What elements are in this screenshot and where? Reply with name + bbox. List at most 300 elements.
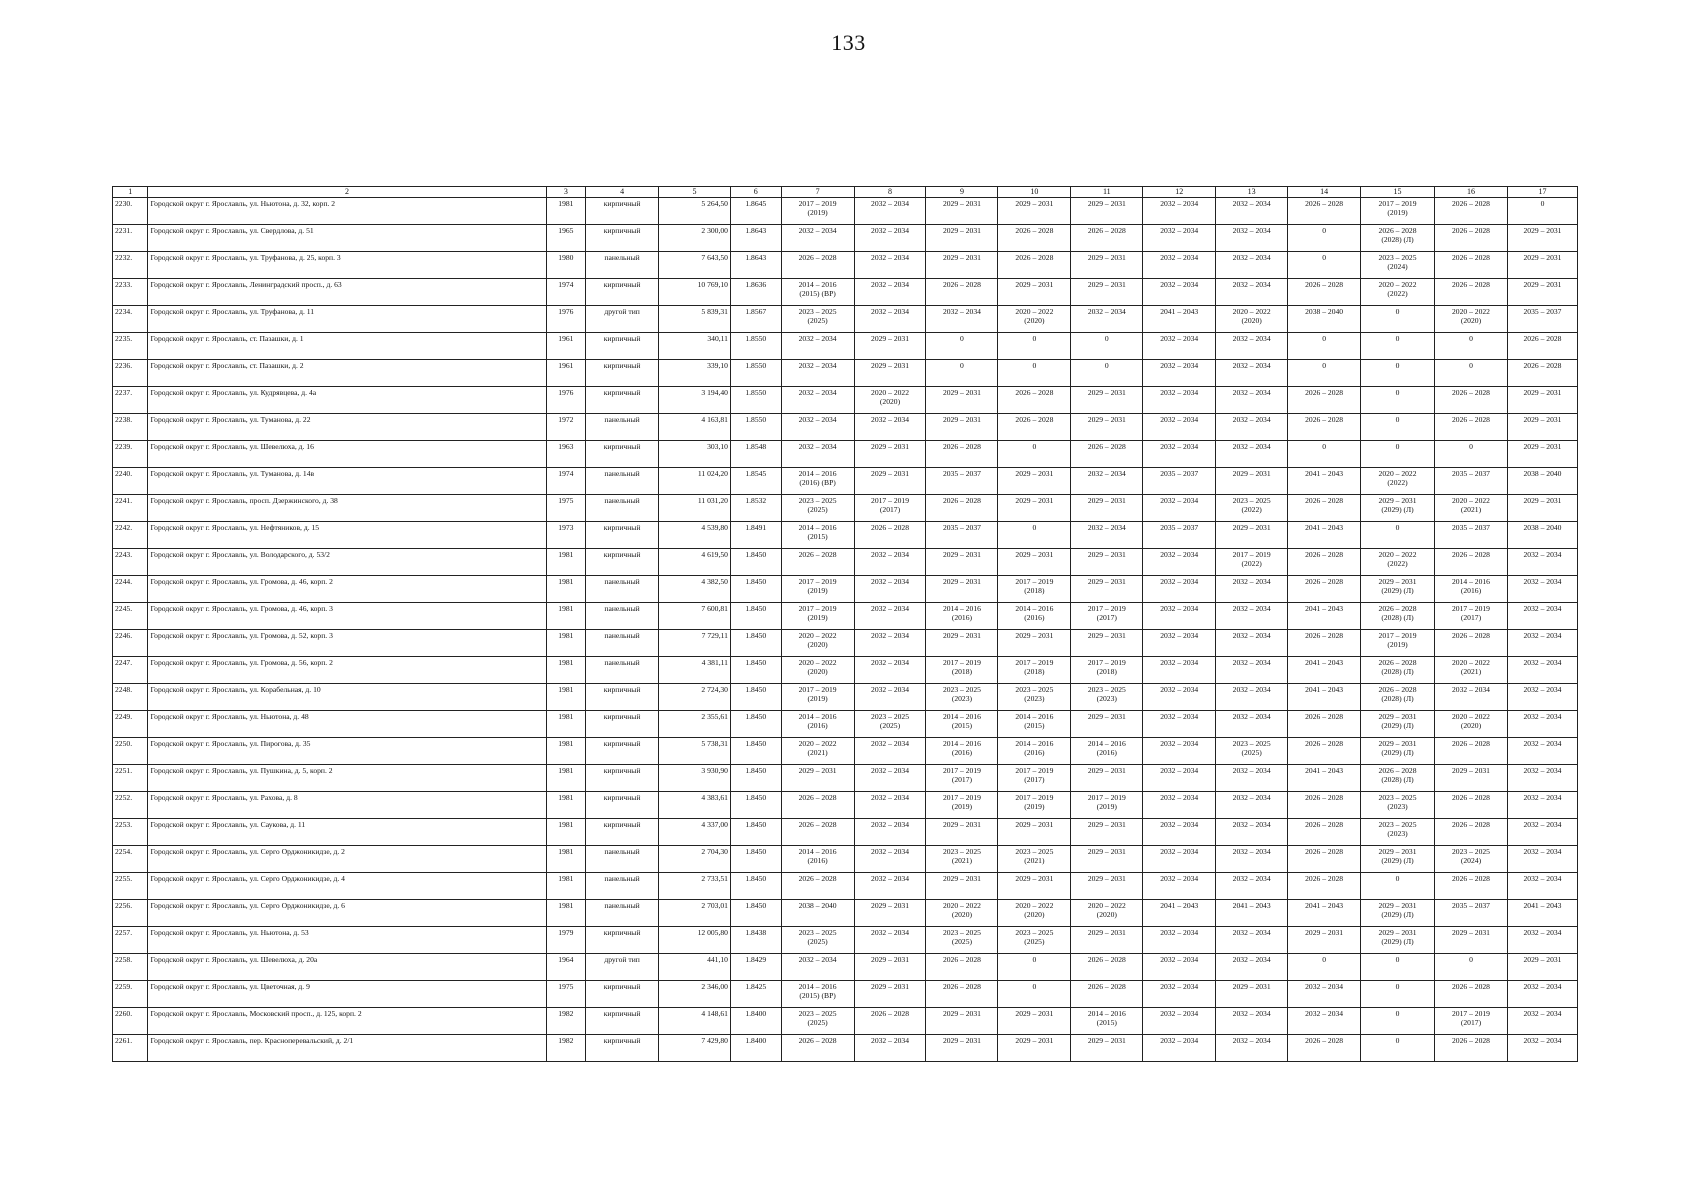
table-cell: 2029 – 2031 (998, 1035, 1071, 1062)
table-cell: 2032 – 2034 (1216, 657, 1288, 684)
table-cell: 2029 – 2031 (1507, 225, 1577, 252)
table-cell: 2032 – 2034 (781, 414, 854, 441)
table-cell: 2032 – 2034 (781, 954, 854, 981)
table-cell: 2023 – 2025 (2024) (1361, 252, 1435, 279)
table-cell: 2026 – 2028 (854, 522, 926, 549)
table-cell: 2017 – 2019 (2018) (1071, 657, 1143, 684)
table-cell: 1.8425 (730, 981, 781, 1008)
table-row (113, 360, 1578, 387)
table-cell: 2041 – 2043 (1288, 684, 1361, 711)
address-cell: Городской округ г. Ярославль, ул. Серго Орджоникидзе, д. 2 (148, 846, 546, 873)
table-cell: 1964 (546, 954, 586, 981)
table-cell: 2026 – 2028 (1435, 387, 1508, 414)
column-header: 14 (1288, 187, 1361, 198)
table-cell: 2029 – 2031 (926, 225, 998, 252)
table-row (113, 846, 1578, 873)
table-cell: 2032 – 2034 (1143, 198, 1216, 225)
table-cell: 0 (1361, 522, 1435, 549)
table-cell: 1963 (546, 441, 586, 468)
table-cell: 2032 – 2034 (1216, 954, 1288, 981)
table-cell: 2026 – 2028 (926, 279, 998, 306)
table-cell: 1.8400 (730, 1035, 781, 1062)
table-cell: 1.8450 (730, 657, 781, 684)
table-cell: 2 346,00 (659, 981, 731, 1008)
row-number-cell: 2249. (113, 711, 148, 738)
table-cell: 2026 – 2028 (1435, 981, 1508, 1008)
column-header: 5 (659, 187, 731, 198)
table-cell: 2017 – 2019 (2019) (781, 576, 854, 603)
table-cell: 2032 – 2034 (781, 333, 854, 360)
table-cell: 2017 – 2019 (2017) (926, 765, 998, 792)
table-cell: 2032 – 2034 (781, 225, 854, 252)
table-cell: 2032 – 2034 (1216, 441, 1288, 468)
table-cell: 2032 – 2034 (1507, 684, 1577, 711)
table-cell: 2023 – 2025 (2023) (1361, 792, 1435, 819)
table-cell: 2026 – 2028 (1435, 279, 1508, 306)
table-cell: 2014 – 2016 (2016) (926, 738, 998, 765)
table-cell: 2029 – 2031 (1071, 252, 1143, 279)
table-cell: 1981 (546, 765, 586, 792)
table-cell: 2029 – 2031 (1288, 927, 1361, 954)
row-number-cell: 2240. (113, 468, 148, 495)
table-cell: 2041 – 2043 (1507, 900, 1577, 927)
table-cell: 2032 – 2034 (1143, 603, 1216, 630)
table-cell: 2029 – 2031 (1071, 576, 1143, 603)
table-cell: 2032 – 2034 (1143, 576, 1216, 603)
row-number-cell: 2260. (113, 1008, 148, 1035)
table-cell: 1981 (546, 900, 586, 927)
table-cell: 2041 – 2043 (1288, 603, 1361, 630)
table-cell: 2026 – 2028 (1071, 225, 1143, 252)
table-cell: 2020 – 2022 (2020) (1435, 711, 1508, 738)
table-cell: 2032 – 2034 (1143, 252, 1216, 279)
table-cell: 2026 – 2028 (998, 252, 1071, 279)
table-cell: 1.8450 (730, 684, 781, 711)
table-row (113, 306, 1578, 333)
row-number-cell: 2259. (113, 981, 148, 1008)
table-cell: 2029 – 2031 (926, 387, 998, 414)
table-cell: 7 729,11 (659, 630, 731, 657)
table-cell: 2032 – 2034 (854, 603, 926, 630)
table-cell: 2032 – 2034 (1143, 981, 1216, 1008)
table-cell: кирпичный (586, 225, 659, 252)
table-cell: кирпичный (586, 198, 659, 225)
table-cell: 7 643,50 (659, 252, 731, 279)
table-cell: 2032 – 2034 (1216, 252, 1288, 279)
address-cell: Городской округ г. Ярославль, ул. Ньютона, д. 53 (148, 927, 546, 954)
table-cell: 2029 – 2031 (998, 549, 1071, 576)
row-number-cell: 2231. (113, 225, 148, 252)
table-cell: 1.8550 (730, 414, 781, 441)
table-cell: 2026 – 2028 (781, 819, 854, 846)
table-cell: 2038 – 2040 (1507, 468, 1577, 495)
table-cell: 2014 – 2016 (2016) (926, 603, 998, 630)
table-cell: 2029 – 2031 (1071, 414, 1143, 441)
table-cell: 0 (998, 360, 1071, 387)
table-cell: 1.8450 (730, 549, 781, 576)
address-cell: Городской округ г. Ярославль, ул. Корабельная, д. 10 (148, 684, 546, 711)
table-cell: 2029 – 2031 (926, 576, 998, 603)
table-cell: 1.8545 (730, 468, 781, 495)
table-row (113, 468, 1578, 495)
table-row (113, 954, 1578, 981)
table-cell: 7 600,81 (659, 603, 731, 630)
table-cell: 3 194,40 (659, 387, 731, 414)
table-cell: 5 738,31 (659, 738, 731, 765)
table-row (113, 225, 1578, 252)
table-cell: 0 (1361, 981, 1435, 1008)
table-cell: кирпичный (586, 684, 659, 711)
table-cell: 1.8643 (730, 225, 781, 252)
table-cell: 2032 – 2034 (1216, 684, 1288, 711)
table-cell: 2041 – 2043 (1288, 657, 1361, 684)
table-cell: 2032 – 2034 (854, 252, 926, 279)
table-cell: 2032 – 2034 (854, 414, 926, 441)
table-cell: 2020 – 2022 (2020) (1435, 306, 1508, 333)
table-cell: кирпичный (586, 441, 659, 468)
table-cell: 1973 (546, 522, 586, 549)
table-cell: 2017 – 2019 (2017) (1435, 603, 1508, 630)
table-cell: 2014 – 2016 (2015) (926, 711, 998, 738)
table-cell: 2032 – 2034 (781, 387, 854, 414)
table-cell: 2026 – 2028 (998, 414, 1071, 441)
table-cell: 2029 – 2031 (1435, 927, 1508, 954)
table-cell: 2035 – 2037 (1143, 522, 1216, 549)
table-cell: 1981 (546, 819, 586, 846)
table-cell: 2026 – 2028 (1288, 873, 1361, 900)
table-cell: 2041 – 2043 (1143, 306, 1216, 333)
table-cell: 2029 – 2031 (1071, 630, 1143, 657)
table-cell: 2026 – 2028 (2028) (Л) (1361, 603, 1435, 630)
table-row (113, 684, 1578, 711)
table-cell: 2032 – 2034 (854, 873, 926, 900)
repair-schedule-table (112, 186, 1578, 1062)
table-cell: кирпичный (586, 927, 659, 954)
table-cell: 2032 – 2034 (1143, 225, 1216, 252)
table-cell: 2026 – 2028 (1288, 495, 1361, 522)
table-row (113, 414, 1578, 441)
table-cell: 2029 – 2031 (854, 468, 926, 495)
table-cell: 1.8548 (730, 441, 781, 468)
table-cell: 1.8450 (730, 846, 781, 873)
row-number-cell: 2258. (113, 954, 148, 981)
table-cell: 0 (1435, 441, 1508, 468)
row-number-cell: 2242. (113, 522, 148, 549)
table-cell: 339,10 (659, 360, 731, 387)
address-cell: Городской округ г. Ярославль, ул. Труфанова, д. 11 (148, 306, 546, 333)
table-cell: 2032 – 2034 (1216, 1008, 1288, 1035)
table-cell: кирпичный (586, 1008, 659, 1035)
table-cell: 2029 – 2031 (1216, 468, 1288, 495)
table-cell: 0 (998, 954, 1071, 981)
address-cell: Городской округ г. Ярославль, ул. Ньютона, д. 32, корп. 2 (148, 198, 546, 225)
table-cell: 2020 – 2022 (2021) (1435, 657, 1508, 684)
table-row (113, 900, 1578, 927)
table-cell: 2032 – 2034 (1216, 333, 1288, 360)
table-cell: 2029 – 2031 (998, 468, 1071, 495)
table-cell: 2029 – 2031 (1071, 927, 1143, 954)
table-cell: 2026 – 2028 (2028) (Л) (1361, 225, 1435, 252)
table-cell: 0 (1071, 333, 1143, 360)
table-cell: 0 (1288, 225, 1361, 252)
table-row (113, 927, 1578, 954)
table-cell: 1.8567 (730, 306, 781, 333)
row-number-cell: 2251. (113, 765, 148, 792)
column-header: 16 (1435, 187, 1508, 198)
table-cell: 2026 – 2028 (1288, 792, 1361, 819)
table-cell: 2038 – 2040 (1288, 306, 1361, 333)
table-cell: 2029 – 2031 (2029) (Л) (1361, 495, 1435, 522)
column-header: 13 (1216, 187, 1288, 198)
table-cell: 2023 – 2025 (2025) (781, 927, 854, 954)
table-cell: 2032 – 2034 (1216, 846, 1288, 873)
table-cell: 0 (1361, 306, 1435, 333)
table-cell: 0 (998, 441, 1071, 468)
table-cell: 2029 – 2031 (998, 630, 1071, 657)
table-cell: 2026 – 2028 (1435, 549, 1508, 576)
table-cell: 2032 – 2034 (1507, 738, 1577, 765)
address-cell: Городской округ г. Ярославль, ул. Туманова, д. 14в (148, 468, 546, 495)
table-cell: 0 (1361, 387, 1435, 414)
table-cell: 2023 – 2025 (2023) (1361, 819, 1435, 846)
table-cell: 2029 – 2031 (1507, 441, 1577, 468)
table-cell: 2041 – 2043 (1216, 900, 1288, 927)
table-cell: кирпичный (586, 549, 659, 576)
table-cell: 2035 – 2037 (1435, 900, 1508, 927)
address-cell: Городской округ г. Ярославль, ул. Нефтяников, д. 15 (148, 522, 546, 549)
table-cell: 2026 – 2028 (781, 252, 854, 279)
table-cell: 1.8400 (730, 1008, 781, 1035)
table-row (113, 819, 1578, 846)
table-cell: 3 930,90 (659, 765, 731, 792)
table-cell: 2029 – 2031 (1071, 765, 1143, 792)
address-cell: Городской округ г. Ярославль, ст. Пазашки, д. 2 (148, 360, 546, 387)
table-cell: 2032 – 2034 (1143, 819, 1216, 846)
table-cell: 2032 – 2034 (854, 306, 926, 333)
table-cell: 2029 – 2031 (781, 765, 854, 792)
table-cell: 2020 – 2022 (2020) (854, 387, 926, 414)
table-cell: 0 (1361, 360, 1435, 387)
table-cell: кирпичный (586, 981, 659, 1008)
table-cell: 2023 – 2025 (2025) (781, 495, 854, 522)
table-cell: 2023 – 2025 (2023) (998, 684, 1071, 711)
table-cell: 0 (1361, 1008, 1435, 1035)
table-cell: 2017 – 2019 (2019) (926, 792, 998, 819)
table-cell: 2026 – 2028 (1288, 198, 1361, 225)
table-cell: 1.8450 (730, 630, 781, 657)
table-cell: 2029 – 2031 (2029) (Л) (1361, 711, 1435, 738)
table-cell: 2029 – 2031 (1507, 387, 1577, 414)
table-cell: 2029 – 2031 (1071, 279, 1143, 306)
table-cell: 2035 – 2037 (1435, 522, 1508, 549)
table-cell: 1981 (546, 630, 586, 657)
table-cell: 2032 – 2034 (781, 360, 854, 387)
table-cell: 2 703,01 (659, 900, 731, 927)
table-cell: 2032 – 2034 (1216, 603, 1288, 630)
table-cell: 1981 (546, 657, 586, 684)
table-row (113, 657, 1578, 684)
table-cell: 1981 (546, 198, 586, 225)
table-cell: 1981 (546, 576, 586, 603)
table-cell: 2032 – 2034 (1216, 576, 1288, 603)
address-cell: Городской округ г. Ярославль, ул. Рахова, д. 8 (148, 792, 546, 819)
table-cell: 2029 – 2031 (998, 495, 1071, 522)
table-cell: 2026 – 2028 (1507, 333, 1577, 360)
table-cell: 1.8450 (730, 819, 781, 846)
table-cell: 2032 – 2034 (1143, 279, 1216, 306)
table-cell: 0 (1361, 954, 1435, 981)
row-number-cell: 2253. (113, 819, 148, 846)
table-cell: 2032 – 2034 (854, 225, 926, 252)
table-cell: 2041 – 2043 (1288, 522, 1361, 549)
table-cell: 2032 – 2034 (1288, 981, 1361, 1008)
table-cell: 2 724,30 (659, 684, 731, 711)
table-cell: панельный (586, 657, 659, 684)
table-cell: 2032 – 2034 (1143, 765, 1216, 792)
table-cell: 2026 – 2028 (2028) (Л) (1361, 684, 1435, 711)
table-cell: 2029 – 2031 (1507, 279, 1577, 306)
table-cell: 2017 – 2019 (2019) (781, 198, 854, 225)
table-cell: 2017 – 2019 (2017) (1071, 603, 1143, 630)
table-cell: 2035 – 2037 (1435, 468, 1508, 495)
table-cell: 2032 – 2034 (1507, 1008, 1577, 1035)
table-cell: 2020 – 2022 (2022) (1361, 468, 1435, 495)
table-cell: 2026 – 2028 (926, 981, 998, 1008)
table-cell: 0 (1507, 198, 1577, 225)
address-cell: Городской округ г. Ярославль, ул. Цветочная, д. 9 (148, 981, 546, 1008)
table-cell: 2026 – 2028 (998, 225, 1071, 252)
row-number-cell: 2234. (113, 306, 148, 333)
address-cell: Городской округ г. Ярославль, ул. Серго Орджоникидзе, д. 6 (148, 900, 546, 927)
table-cell: 2032 – 2034 (1435, 684, 1508, 711)
table-cell: 2026 – 2028 (1288, 279, 1361, 306)
table-row (113, 1008, 1578, 1035)
table-cell: 2041 – 2043 (1288, 900, 1361, 927)
table-cell: 2026 – 2028 (2028) (Л) (1361, 765, 1435, 792)
address-cell: Городской округ г. Ярославль, ул. Саукова, д. 11 (148, 819, 546, 846)
column-header: 7 (781, 187, 854, 198)
row-number-cell: 2232. (113, 252, 148, 279)
table-cell: 2032 – 2034 (1143, 360, 1216, 387)
table-cell: кирпичный (586, 711, 659, 738)
table-cell: 2032 – 2034 (1071, 306, 1143, 333)
table-cell: 2026 – 2028 (1435, 198, 1508, 225)
page-number: 133 (831, 30, 866, 55)
table-cell: 2032 – 2034 (1507, 603, 1577, 630)
table-cell: 2017 – 2019 (2019) (1361, 198, 1435, 225)
table-cell: панельный (586, 495, 659, 522)
table-cell: 2020 – 2022 (2020) (781, 630, 854, 657)
table-cell: 2029 – 2031 (926, 873, 998, 900)
row-number-cell: 2238. (113, 414, 148, 441)
table-cell: 1.8429 (730, 954, 781, 981)
table-cell: 2029 – 2031 (854, 900, 926, 927)
table-row (113, 441, 1578, 468)
table-cell: 2014 – 2016 (2016) (1435, 576, 1508, 603)
column-header: 15 (1361, 187, 1435, 198)
table-cell: 2014 – 2016 (2015) (ВР) (781, 981, 854, 1008)
table-cell: 4 148,61 (659, 1008, 731, 1035)
table-cell: 2020 – 2022 (2020) (781, 657, 854, 684)
table-cell: 2032 – 2034 (1216, 630, 1288, 657)
table-cell: 441,10 (659, 954, 731, 981)
table-cell: 1981 (546, 549, 586, 576)
table-cell: 2032 – 2034 (854, 549, 926, 576)
table-row (113, 873, 1578, 900)
table-cell: панельный (586, 873, 659, 900)
table-cell: 2029 – 2031 (998, 819, 1071, 846)
table-row (113, 198, 1578, 225)
table-cell: 2 733,51 (659, 873, 731, 900)
table-cell: 0 (1361, 873, 1435, 900)
table-cell: 2029 – 2031 (998, 198, 1071, 225)
table-cell: 2035 – 2037 (1507, 306, 1577, 333)
table-cell: 0 (1435, 954, 1508, 981)
column-header: 12 (1143, 187, 1216, 198)
table-cell: 2032 – 2034 (1216, 387, 1288, 414)
table-cell: 1.8532 (730, 495, 781, 522)
table-cell: 0 (998, 333, 1071, 360)
table-cell: 2032 – 2034 (1216, 711, 1288, 738)
table-cell: панельный (586, 603, 659, 630)
table-cell: 2026 – 2028 (781, 873, 854, 900)
column-header: 6 (730, 187, 781, 198)
table-cell: 1.8643 (730, 252, 781, 279)
table-cell: 1976 (546, 387, 586, 414)
table-cell: 2032 – 2034 (1288, 1008, 1361, 1035)
table-cell: 1972 (546, 414, 586, 441)
table-cell: 1961 (546, 333, 586, 360)
table-cell: 2032 – 2034 (1143, 549, 1216, 576)
table-cell: 2029 – 2031 (854, 333, 926, 360)
table-cell: 2032 – 2034 (1143, 495, 1216, 522)
table-cell: 1.8491 (730, 522, 781, 549)
table-cell: 0 (1435, 360, 1508, 387)
table-cell: 2029 – 2031 (1507, 495, 1577, 522)
table-cell: 0 (1288, 333, 1361, 360)
table-cell: 2023 – 2025 (2022) (1216, 495, 1288, 522)
table-cell: 4 337,00 (659, 819, 731, 846)
table-cell: 2029 – 2031 (1071, 711, 1143, 738)
table-cell: 2014 – 2016 (2015) (ВР) (781, 279, 854, 306)
table-row (113, 387, 1578, 414)
table-cell: кирпичный (586, 819, 659, 846)
table-cell: 2026 – 2028 (1071, 441, 1143, 468)
table-cell: кирпичный (586, 522, 659, 549)
table-cell: 0 (1071, 360, 1143, 387)
table-cell: 2032 – 2034 (1143, 846, 1216, 873)
table-cell: 2032 – 2034 (1143, 927, 1216, 954)
table-cell: 2032 – 2034 (854, 846, 926, 873)
table-cell: 2032 – 2034 (1216, 225, 1288, 252)
table-body (113, 198, 1578, 1062)
table-cell: панельный (586, 414, 659, 441)
table-cell: 1.8550 (730, 387, 781, 414)
table-cell: 2032 – 2034 (854, 684, 926, 711)
table-cell: 2029 – 2031 (1071, 846, 1143, 873)
table-cell: 2041 – 2043 (1288, 765, 1361, 792)
table-cell: 2032 – 2034 (854, 738, 926, 765)
table-cell: 5 839,31 (659, 306, 731, 333)
table-row (113, 576, 1578, 603)
row-number-cell: 2250. (113, 738, 148, 765)
table-cell: 2041 – 2043 (1143, 900, 1216, 927)
table-cell: 2017 – 2019 (2022) (1216, 549, 1288, 576)
table-header-row (113, 187, 1578, 198)
table-cell: 2023 – 2025 (2023) (926, 684, 998, 711)
column-header: 4 (586, 187, 659, 198)
table-cell: 2029 – 2031 (2029) (Л) (1361, 576, 1435, 603)
